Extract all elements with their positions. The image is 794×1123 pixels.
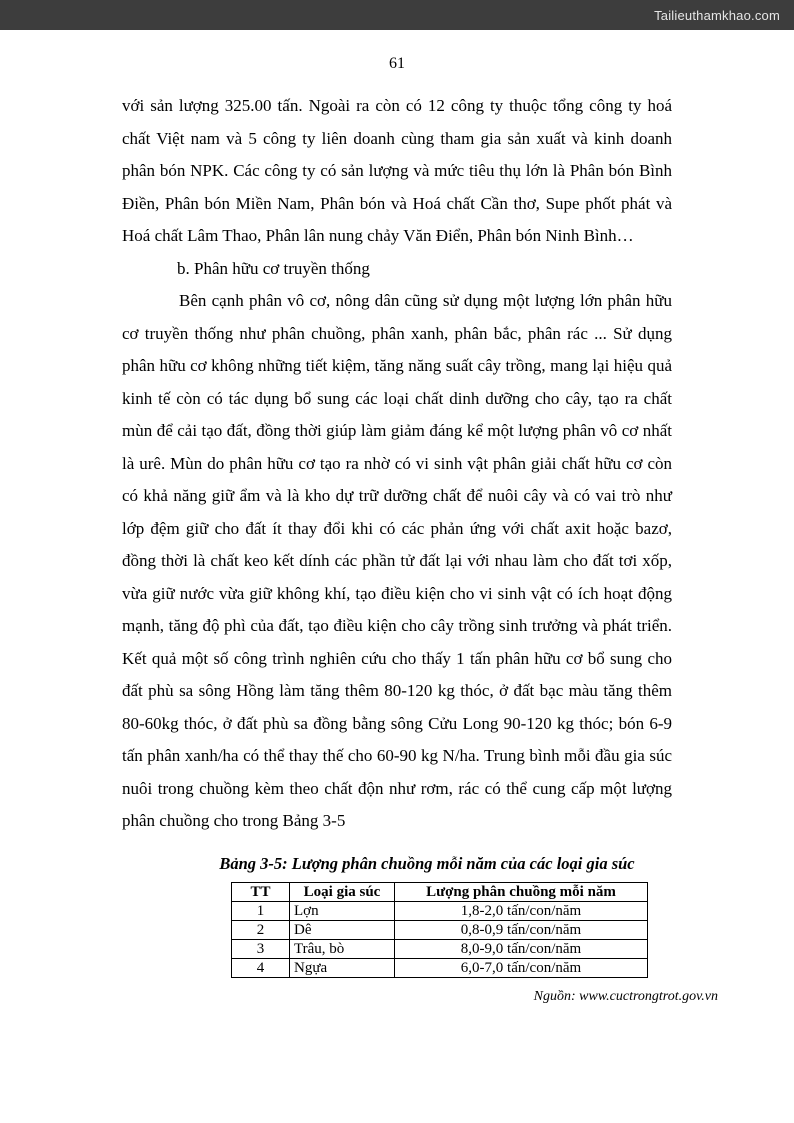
- cell-animal: Trâu, bò: [290, 939, 395, 958]
- table-row: [232, 939, 648, 958]
- watermark-bar: [0, 0, 794, 30]
- table-row: [232, 901, 648, 920]
- page-number: 61: [389, 55, 405, 72]
- document-body: [122, 90, 672, 978]
- cell-tt: 2: [232, 920, 290, 939]
- col-header-animal: Loại gia súc: [290, 882, 395, 901]
- cell-tt: 4: [232, 958, 290, 977]
- paragraph-organic-fertilizer: Bên cạnh phân vô cơ, nông dân cũng sử dụng một lượng lớn phân hữu cơ truyền thống như phân chuồng, phân xanh, phân bắc, phân rác ... Sử dụng phân hữu cơ không những tiết kiệm, tăng năng suất cây trồng, mang lại hiệu quả kinh tế còn có tác dụng bổ sung các loại chất dinh dưỡng cho cây, tạo ra chất mùn để cải tạo đất, đồng thời giúp làm giảm đáng kể một lượng phân vô cơ nhất là urê. Mùn do phân hữu cơ tạo ra nhờ có vi sinh vật phân giải chất hữu cơ còn có khả năng giữ ẩm và là kho dự trữ dưỡng chất để nuôi cây và có vai trò như lớp đệm giữ cho đất ít thay đổi khi có các phản ứng với chất axit hoặc bazơ, đồng thời là chất keo kết dính các phần tử đất lại với nhau làm cho đất tơi xốp, vừa giữ nước vừa giữ không khí, tạo điều kiện cho vi sinh vật có ích hoạt động mạnh, tăng độ phì của đất, tạo điều kiện cho cây trồng sinh trưởng và phát triển. Kết quả một số công trình nghiên cứu cho thấy 1 tấn phân hữu cơ bổ sung cho đất phù sa sông Hồng làm tăng thêm 80-120 kg thóc, ở đất bạc màu tăng thêm 80-60kg thóc, ở đất phù sa đồng bằng sông Cửu Long 90-120 kg thóc; bón 6-9 tấn phân xanh/ha có thể thay thế cho 60-90 kg N/ha. Trung bình mỗi đầu gia súc nuôi trong chuồng kèm theo chất độn như rơm, rác có thể cung cấp một lượng phân chuồng cho trong Bảng 3-5: [122, 291, 672, 830]
- table-row: [232, 920, 648, 939]
- cell-animal: Dê: [290, 920, 395, 939]
- source-note: Nguồn: www.cuctrongtrot.gov.vn: [533, 988, 718, 1004]
- table-caption: Bảng 3-5: Lượng phân chuồng mỗi năm của các loại gia súc: [219, 853, 635, 873]
- cell-amount: 8,0-9,0 tấn/con/năm: [395, 939, 648, 958]
- cell-tt: 1: [232, 901, 290, 920]
- cell-amount: 6,0-7,0 tấn/con/năm: [395, 958, 648, 977]
- cell-amount: 0,8-0,9 tấn/con/năm: [395, 920, 648, 939]
- col-header-amount: Lượng phân chuồng mỗi năm: [395, 882, 648, 901]
- cell-amount: 1,8-2,0 tấn/con/năm: [395, 901, 648, 920]
- watermark-site-link[interactable]: Tailieuthamkhao.com: [654, 7, 780, 23]
- cell-tt: 3: [232, 939, 290, 958]
- table-header-row: [232, 882, 648, 901]
- section-heading-organic-fertilizer: b. Phân hữu cơ truyền thống: [177, 258, 370, 278]
- cell-animal: Ngựa: [290, 958, 395, 977]
- col-header-tt: TT: [232, 882, 290, 901]
- cell-animal: Lợn: [290, 901, 395, 920]
- table-row: [232, 958, 648, 977]
- paragraph-fertilizer-companies: với sản lượng 325.00 tấn. Ngoài ra còn có 12 công ty thuộc tổng công ty hoá chất Việt nam và 5 công ty liên doanh cùng tham gia sản xuất và kinh doanh phân bón NPK. Các công ty có sản lượng và mức tiêu thụ lớn là Phân bón Bình Điền, Phân bón Miền Nam, Phân bón và Hoá chất Cần thơ, Supe phốt phát và Hoá chất Lâm Thao, Phân lân nung chảy Văn Điển, Phân bón Ninh Bình…: [122, 96, 672, 245]
- manure-table: [231, 882, 648, 978]
